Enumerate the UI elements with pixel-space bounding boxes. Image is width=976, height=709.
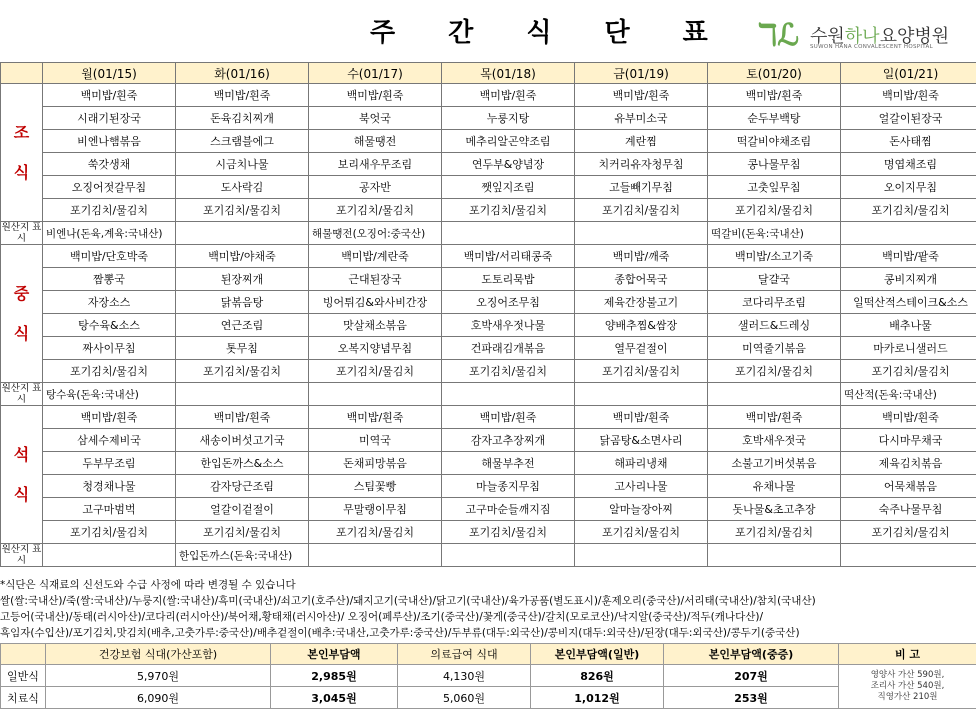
day-header: 일(01/21) (841, 63, 976, 84)
menu-item: 마늘종지무침 (442, 475, 575, 498)
menu-item: 유채나물 (708, 475, 841, 498)
menu-item: 백미밥/흰죽 (708, 84, 841, 107)
menu-item: 포기김치/물김치 (841, 199, 976, 222)
origin-cell: 비엔나(돈육,계육:국내산) (43, 222, 176, 245)
meal-label-top: 중 (13, 283, 30, 303)
menu-item: 포기김치/물김치 (309, 521, 442, 544)
menu-item: 유부미소국 (575, 107, 708, 130)
menu-item: 코다리무조림 (708, 291, 841, 314)
menu-row (1, 245, 976, 268)
hospital-name-b: 하나 (844, 26, 880, 47)
origin-row (1, 383, 976, 406)
menu-item: 닭곰탕&소면사리 (575, 429, 708, 452)
origin-cell (43, 544, 176, 567)
menu-item: 백미밥/팥죽 (841, 245, 976, 268)
menu-item: 호박새우젓국 (708, 429, 841, 452)
day-header: 목(01/18) (442, 63, 575, 84)
menu-item: 돗나물&초고추장 (708, 498, 841, 521)
day-header: 화(01/16) (176, 63, 309, 84)
menu-item: 어묵채볶음 (841, 475, 976, 498)
menu-item: 청경채나물 (43, 475, 176, 498)
menu-item: 종합어묵국 (575, 268, 708, 291)
menu-item: 백미밥/흰죽 (309, 84, 442, 107)
origin-notes-line-3: 흑임자(수입산)/포기김치,맛김치(배추,고춧가루:중국산)/배추겉절이(배추:국내산,고춧가루:중국산)/두부류(대두:외국산)/콩비지(대두:외국산)/된장(대두:외국산)/콩두기(중국산) (0, 627, 800, 639)
menu-item: 백미밥/흰죽 (43, 406, 176, 429)
menu-item: 돈육김치찌개 (176, 107, 309, 130)
menu-item: 호박새우젓나물 (442, 314, 575, 337)
menu-item: 백미밥/흰죽 (309, 406, 442, 429)
menu-item: 포기김치/물김치 (575, 199, 708, 222)
menu-item: 제육김치볶음 (841, 452, 976, 475)
menu-item: 짜사이무침 (43, 337, 176, 360)
origin-cell (841, 544, 976, 567)
day-header: 토(01/20) (708, 63, 841, 84)
hospital-logo (758, 18, 973, 58)
menu-row (1, 268, 976, 291)
menu-item: 메추리알곤약조림 (442, 130, 575, 153)
menu-item: 두부무조림 (43, 452, 176, 475)
menu-row (1, 130, 976, 153)
menu-item: 백미밥/흰죽 (442, 84, 575, 107)
day-header: 수(01/17) (309, 63, 442, 84)
menu-item: 새송이버섯고기국 (176, 429, 309, 452)
menu-item: 감자고추장찌개 (442, 429, 575, 452)
meal-label (1, 84, 43, 222)
menu-item: 비엔나햄볶음 (43, 130, 176, 153)
menu-item: 해물부추전 (442, 452, 575, 475)
menu-item: 고사리나물 (575, 475, 708, 498)
origin-cell (309, 383, 442, 406)
fee-row-label: 일반식 (1, 665, 46, 687)
menu-item: 백미밥/흰죽 (841, 406, 976, 429)
menu-item: 순두부백탕 (708, 107, 841, 130)
menu-item: 달걀국 (708, 268, 841, 291)
menu-item: 백미밥/소고기죽 (708, 245, 841, 268)
menu-item: 샐러드&드레싱 (708, 314, 841, 337)
menu-item: 떡갈비야채조림 (708, 130, 841, 153)
meal-label-top: 조 (13, 122, 30, 142)
menu-item: 근대된장국 (309, 268, 442, 291)
menu-item: 한입돈까스&소스 (176, 452, 309, 475)
origin-cell: 떡갈비(돈육:국내산) (708, 222, 841, 245)
day-header-row (1, 63, 976, 84)
menu-item: 백미밥/단호박죽 (43, 245, 176, 268)
fee-value: 1,012원 (531, 687, 664, 709)
menu-item: 북엇국 (309, 107, 442, 130)
leaf-logo-icon: ℸℒ (758, 18, 799, 53)
menu-item: 맛살채소볶음 (309, 314, 442, 337)
menu-item: 시금치나물 (176, 153, 309, 176)
menu-item: 스크램블에그 (176, 130, 309, 153)
day-header: 금(01/19) (575, 63, 708, 84)
fee-header: 의료급여 식대 (398, 644, 531, 665)
origin-cell: 해물땡전(오징어:중국산) (309, 222, 442, 245)
menu-item: 포기김치/물김치 (43, 521, 176, 544)
menu-item: 해파리냉채 (575, 452, 708, 475)
menu-item: 삼세수제비국 (43, 429, 176, 452)
origin-cell (176, 383, 309, 406)
menu-item: 포기김치/물김치 (575, 521, 708, 544)
menu-item: 빙어튀김&와사비간장 (309, 291, 442, 314)
header (0, 0, 976, 62)
menu-item: 닭볶음탕 (176, 291, 309, 314)
menu-item: 계란찜 (575, 130, 708, 153)
origin-cell (575, 383, 708, 406)
menu-item: 소불고기버섯볶음 (708, 452, 841, 475)
menu-item: 짬뽕국 (43, 268, 176, 291)
menu-item: 배추나물 (841, 314, 976, 337)
fee-header: 본인부담액(중증) (664, 644, 839, 665)
fee-remark-line: 직영가산 210원 (877, 692, 938, 702)
menu-item: 스팀꽃빵 (309, 475, 442, 498)
menu-row (1, 429, 976, 452)
origin-cell (442, 383, 575, 406)
menu-item: 백미밥/계란죽 (309, 245, 442, 268)
menu-item: 무말랭이무침 (309, 498, 442, 521)
menu-row (1, 337, 976, 360)
menu-row (1, 176, 976, 199)
menu-item: 감자당근조림 (176, 475, 309, 498)
menu-row (1, 107, 976, 130)
menu-item: 포기김치/물김치 (176, 199, 309, 222)
fee-row-label: 치료식 (1, 687, 46, 709)
origin-notes-line-2: 고등어(국내산)/동태(러시아산)/코다리(러시아산)/북어채,황태채(러시아산)/ 오징어(페루산)/조기(중국산)/꽃게(중국산)/갈치(모로코산)/낙지알(중국산)/적두(캐나다산)/ (0, 611, 763, 623)
menu-item: 포기김치/물김치 (575, 360, 708, 383)
origin-cell (708, 383, 841, 406)
menu-item: 포기김치/물김치 (43, 199, 176, 222)
menu-row (1, 452, 976, 475)
menu-item: 다시마무채국 (841, 429, 976, 452)
fee-value: 5,970원 (46, 665, 271, 687)
menu-item: 미역줄기볶음 (708, 337, 841, 360)
origin-cell: 떡산적(돈육:국내산) (841, 383, 976, 406)
menu-row (1, 291, 976, 314)
fee-value: 253원 (664, 687, 839, 709)
menu-item: 도토리묵밥 (442, 268, 575, 291)
menu-item: 오징어젓갈무침 (43, 176, 176, 199)
fee-value: 5,060원 (398, 687, 531, 709)
meal-fee-table (0, 643, 976, 709)
menu-item: 포기김치/물김치 (442, 521, 575, 544)
menu-item: 고춧잎무침 (708, 176, 841, 199)
menu-item: 포기김치/물김치 (309, 199, 442, 222)
menu-row (1, 475, 976, 498)
menu-item: 포기김치/물김치 (708, 521, 841, 544)
menu-item: 연근조림 (176, 314, 309, 337)
menu-item: 백미밥/흰죽 (176, 84, 309, 107)
fee-value: 4,130원 (398, 665, 531, 687)
origin-label: 원산지 표시 (1, 544, 42, 566)
menu-item: 일떡산적스테이크&소스 (841, 291, 976, 314)
menu-item: 양배추찜&쌈장 (575, 314, 708, 337)
origin-cell (176, 222, 309, 245)
fee-remark (839, 665, 976, 709)
fee-header: 본인부담액(일반) (531, 644, 664, 665)
hospital-name-c: 요양병원 (879, 26, 950, 47)
menu-item: 포기김치/물김치 (43, 360, 176, 383)
menu-item: 치커리유자청무침 (575, 153, 708, 176)
menu-item: 포기김치/물김치 (708, 199, 841, 222)
fee-value: 3,045원 (271, 687, 398, 709)
fee-value: 207원 (664, 665, 839, 687)
origin-cell (841, 222, 976, 245)
fee-row-therapeutic (1, 687, 976, 709)
menu-item: 된장찌개 (176, 268, 309, 291)
page-title: 주 간 식 단 표 (370, 18, 730, 48)
menu-item: 오징어조무침 (442, 291, 575, 314)
menu-item: 도사락김 (176, 176, 309, 199)
fee-row-general (1, 665, 976, 687)
menu-item: 숙주나물무침 (841, 498, 976, 521)
menu-item: 보리새우무조림 (309, 153, 442, 176)
menu-item: 마카로니샐러드 (841, 337, 976, 360)
menu-item: 쑥갓생채 (43, 153, 176, 176)
origin-cell (575, 222, 708, 245)
menu-row (1, 521, 976, 544)
menu-item: 오복지양념무침 (309, 337, 442, 360)
menu-item: 건파래김개볶음 (442, 337, 575, 360)
fee-value: 2,985원 (271, 665, 398, 687)
menu-row (1, 360, 976, 383)
origin-row (1, 222, 976, 245)
menu-item: 누룽지탕 (442, 107, 575, 130)
menu-item: 백미밥/흰죽 (841, 84, 976, 107)
fee-header: 비 고 (839, 644, 976, 665)
fee-remark-line: 영양사 가산 590원, (870, 670, 945, 680)
menu-item: 포기김치/물김치 (442, 199, 575, 222)
menu-item: 백미밥/서리태콩죽 (442, 245, 575, 268)
menu-item: 포기김치/물김치 (841, 521, 976, 544)
menu-item: 백미밥/흰죽 (43, 84, 176, 107)
menu-row (1, 498, 976, 521)
origin-label: 원산지 표시 (1, 222, 42, 244)
fee-value: 6,090원 (46, 687, 271, 709)
menu-item: 포기김치/물김치 (442, 360, 575, 383)
hospital-name-english: SUWON HANA CONVALESCENT HOSPITAL (810, 44, 933, 50)
origin-label: 원산지 표시 (1, 383, 42, 405)
menu-item: 쨋잎지조림 (442, 176, 575, 199)
menu-item: 백미밥/흰죽 (575, 84, 708, 107)
menu-row (1, 199, 976, 222)
menu-item: 명엽채조림 (841, 153, 976, 176)
menu-item: 고들빼기무침 (575, 176, 708, 199)
menu-item: 백미밥/흰죽 (575, 406, 708, 429)
origin-cell: 탕수육(돈육:국내산) (43, 383, 176, 406)
fee-value: 826원 (531, 665, 664, 687)
origin-cell (575, 544, 708, 567)
menu-item: 백미밥/깨죽 (575, 245, 708, 268)
menu-item: 미역국 (309, 429, 442, 452)
menu-item: 포기김치/물김치 (176, 360, 309, 383)
meal-label (1, 245, 43, 383)
origin-cell: 한입돈까스(돈육:국내산) (176, 544, 309, 567)
menu-item: 시래기된장국 (43, 107, 176, 130)
menu-item: 돈사태찜 (841, 130, 976, 153)
menu-row (1, 314, 976, 337)
meal-label-bottom: 식 (13, 162, 30, 182)
menu-item: 연두부&양념장 (442, 153, 575, 176)
menu-item: 포기김치/물김치 (841, 360, 976, 383)
menu-item: 백미밥/흰죽 (176, 406, 309, 429)
menu-item: 오이지무침 (841, 176, 976, 199)
menu-item: 탕수육&소스 (43, 314, 176, 337)
menu-row (1, 153, 976, 176)
weekly-menu-table (0, 62, 976, 567)
menu-item: 백미밥/흰죽 (442, 406, 575, 429)
menu-item: 고구마순들깨지짐 (442, 498, 575, 521)
menu-row (1, 84, 976, 107)
menu-item: 해물땡전 (309, 130, 442, 153)
fee-header: 건강보험 식대(가산포함) (46, 644, 271, 665)
corner-cell (1, 63, 43, 84)
fee-remark-line: 조리사 가산 540원, (870, 681, 945, 691)
origin-cell (442, 222, 575, 245)
origin-cell (309, 544, 442, 567)
menu-item: 백미밥/야채죽 (176, 245, 309, 268)
menu-item: 포기김치/물김치 (176, 521, 309, 544)
menu-item: 콩나물무침 (708, 153, 841, 176)
notice-text: *식단은 식재료의 신선도와 수급 사정에 따라 변경될 수 있습니다 (0, 579, 296, 591)
menu-item: 자장소스 (43, 291, 176, 314)
meal-label-top: 석 (13, 444, 30, 464)
menu-row (1, 406, 976, 429)
origin-notes-line-1: 쌀(쌀:국내산)/죽(쌀:국내산)/누룽지(쌀:국내산)/흑미(국내산)/쇠고기(호주산)/돼지고기(국내산)/닭고기(국내산)/육가공품(별도표시)/훈제오리(중국산)/서리태(국내산)/참치(국내산) (0, 595, 816, 607)
menu-item: 제육간장불고기 (575, 291, 708, 314)
fee-header-blank (1, 644, 46, 665)
menu-item: 포기김치/물김치 (309, 360, 442, 383)
origin-cell (442, 544, 575, 567)
menu-item: 콩비지찌개 (841, 268, 976, 291)
menu-item: 열무겉절이 (575, 337, 708, 360)
meal-label-bottom: 식 (13, 484, 30, 504)
menu-item: 알마늘장아찌 (575, 498, 708, 521)
fee-header: 본인부담액 (271, 644, 398, 665)
menu-item: 돈채피망볶음 (309, 452, 442, 475)
hospital-name-a: 수원 (810, 26, 845, 47)
origin-cell (708, 544, 841, 567)
menu-item: 고구마범벅 (43, 498, 176, 521)
menu-item: 얼갈이겉절이 (176, 498, 309, 521)
fee-header-row (1, 644, 976, 665)
origin-row (1, 544, 976, 567)
menu-item: 포기김치/물김치 (708, 360, 841, 383)
day-header: 월(01/15) (43, 63, 176, 84)
menu-item: 얼갈이된장국 (841, 107, 976, 130)
meal-label (1, 406, 43, 544)
menu-item: 공자반 (309, 176, 442, 199)
menu-item: 톳무침 (176, 337, 309, 360)
menu-item: 백미밥/흰죽 (708, 406, 841, 429)
meal-label-bottom: 식 (13, 323, 30, 343)
